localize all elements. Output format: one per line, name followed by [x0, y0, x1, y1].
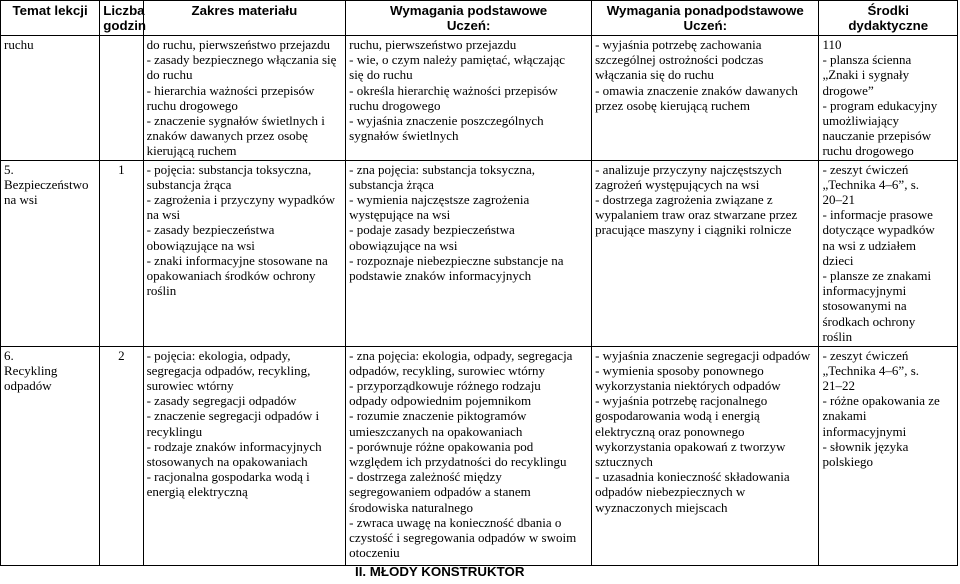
text-line: - plansze ze znakami	[822, 268, 932, 284]
text-line: obowiązujące na wsi	[146, 237, 255, 253]
text-line: - określa hierarchię ważności przepisów	[349, 82, 558, 98]
text-line: substancja żrąca	[146, 176, 232, 192]
text-line: na wsi	[4, 192, 38, 208]
text-line: szczególnej ostrożności podczas	[595, 52, 764, 68]
cell-resources	[819, 36, 958, 161]
text-line: - zna pojęcia: substancja toksyczna,	[349, 161, 536, 177]
text-line: względem ich przydatności do recyklingu	[349, 454, 567, 470]
text-line: kierującą ruchem	[146, 143, 237, 159]
text-line: informacyjnymi	[822, 423, 907, 439]
text-line: znaków dawanych przez osobę	[146, 128, 308, 144]
text-line: - wyjaśnia znaczenie poszczególnych	[349, 113, 544, 129]
cell-hours	[100, 36, 143, 161]
cell-resources	[819, 346, 958, 565]
text-line: odpadów niebezpiecznych w	[595, 484, 746, 500]
text-line: - wyjaśnia znaczenie segregacji odpadów	[595, 347, 811, 363]
cell-topic	[1, 36, 100, 161]
cell-extended-requirements	[592, 160, 819, 346]
text-line: - zna pojęcia: ekologia, odpady, segregacja	[349, 347, 573, 363]
cell-extended-requirements	[592, 346, 819, 565]
table-row	[1, 160, 958, 346]
text-line: - wymienia najczęstsze zagrożenia	[349, 192, 530, 208]
text-line: elektryczną oraz ponownego	[595, 423, 745, 439]
text-line: Wymagania ponadpodstawowe	[606, 3, 804, 18]
header-basic-requirements	[346, 1, 592, 36]
text-line: Uczeń:	[683, 18, 728, 33]
text-line: znakami	[822, 408, 867, 424]
header-extended-requirements	[592, 1, 819, 36]
table-row	[1, 346, 958, 565]
text-line: - znaki informacyjne stosowane na	[146, 252, 328, 268]
text-line: drogowe”	[822, 82, 874, 98]
text-line: odpadów, recykling, surowiec wtórny	[349, 362, 546, 378]
cell-basic-requirements	[346, 160, 592, 346]
text-line: - program edukacyjny	[822, 97, 938, 113]
text-line: - zasady bezpiecznego włączania się	[146, 52, 337, 68]
cell-extended-requirements	[592, 36, 819, 161]
cell-scope	[143, 160, 346, 346]
text-line: środkach ochrony	[822, 313, 916, 329]
text-line: otoczeniu	[349, 545, 400, 561]
cell-topic	[1, 346, 100, 565]
text-line: ruchu drogowego	[146, 97, 238, 113]
text-line: występujące na wsi	[349, 207, 451, 223]
header-resources	[819, 1, 958, 36]
text-line: segregacja odpadów, recykling,	[146, 362, 311, 378]
text-line: Środki	[867, 3, 909, 18]
cell-resources	[819, 160, 958, 346]
text-line: pracujące maszyny i ciągniki rolnicze	[595, 222, 792, 238]
text-line: dydaktyczne	[848, 18, 929, 33]
text-line: umieszczanych na opakowaniach	[349, 423, 523, 439]
text-line: sztucznych	[595, 454, 653, 470]
text-line: „Technika 4–6”, s.	[822, 176, 920, 192]
text-line: „Technika 4–6”, s.	[822, 362, 920, 378]
text-line: segregowaniem odpadów a stanem	[349, 484, 531, 500]
text-line: 5.	[4, 161, 14, 177]
text-line: podstawie znaków informacyjnych	[349, 268, 532, 284]
text-line: - zwraca uwagę na konieczność dbania o	[349, 514, 562, 530]
text-line: na wsi	[146, 207, 181, 223]
text-line: ruchu, pierwszeństwo przejazdu	[349, 37, 517, 52]
text-line: obowiązujące na wsi	[349, 237, 458, 253]
text-line: - podaje zasady bezpieczeństwa	[349, 222, 515, 238]
text-line: - wyjaśnia potrzebę racjonalnego	[595, 393, 768, 409]
text-line: przez osobę kierującą ruchem	[595, 97, 750, 113]
text-line: umożliwiający	[822, 113, 899, 129]
text-line: - analizuje przyczyny najczęstszych	[595, 161, 782, 177]
text-line: dzieci	[822, 252, 854, 268]
text-line: wykorzystania opakowań z tworzyw	[595, 438, 786, 454]
text-line: - wymienia sposoby ponownego	[595, 362, 764, 378]
text-line: Temat lekcji	[12, 3, 88, 18]
header-topic	[1, 1, 100, 36]
text-line: włączania się do ruchu	[595, 67, 714, 83]
text-line: się do ruchu	[349, 67, 413, 83]
text-line: ruchu drogowego	[822, 143, 914, 159]
text-line: środowiska naturalnego	[349, 499, 473, 515]
text-line: - znaczenie segregacji odpadów i	[146, 408, 320, 424]
cell-scope	[143, 36, 346, 161]
text-line: energią elektryczną	[146, 484, 248, 500]
text-line: zagrożeń występujących na wsi	[595, 176, 760, 192]
text-line: Zakres materiału	[191, 3, 298, 18]
text-line: - dostrzega zależność między	[349, 469, 502, 485]
text-line: dotyczące wypadków	[822, 222, 935, 238]
text-line: Bezpieczeństwo	[4, 176, 89, 192]
text-line: nauczanie przepisów	[822, 128, 932, 144]
text-line: - uzasadnia konieczność składowania	[595, 469, 790, 485]
text-line: gospodarowania wodą i energią	[595, 408, 760, 424]
text-line: wykorzystania niektórych odpadów	[595, 378, 781, 394]
header-scope	[143, 1, 346, 36]
text-line: - zeszyt ćwiczeń	[822, 347, 909, 363]
text-line: - wyjaśnia potrzebę zachowania	[595, 37, 762, 52]
header-hours	[100, 1, 147, 36]
text-line: - różne opakowania ze	[822, 393, 940, 409]
text-line: - porównuje różne opakowania pod	[349, 438, 534, 454]
text-line: odpady odpowiednim pojemnikom	[349, 393, 532, 409]
text-line: - zagrożenia i przyczyny wypadków	[146, 192, 336, 208]
text-line: ruchu drogowego	[349, 97, 441, 113]
text-line: - pojęcia: ekologia, odpady,	[146, 347, 291, 363]
text-line: - racjonalna gospodarka wodą i	[146, 469, 310, 485]
text-line: - rodzaje znaków informacyjnych	[146, 438, 322, 454]
cell-hours: 2	[100, 346, 143, 565]
text-line: Liczba	[103, 3, 145, 18]
text-line: - omawia znaczenie znaków dawanych	[595, 82, 798, 98]
table-row	[1, 36, 958, 161]
table-header-row	[1, 1, 958, 36]
text-line: - słownik języka	[822, 438, 909, 454]
text-line: recyklingu	[146, 423, 203, 439]
text-line: wyznaczonych miejscach	[595, 499, 728, 515]
text-line: na wsi z udziałem	[822, 237, 916, 253]
text-line: „Znaki i sygnały	[822, 67, 910, 83]
section-footer	[0, 562, 958, 584]
text-line: opakowaniach środków ochrony	[146, 268, 316, 284]
text-line: 20–21	[822, 192, 855, 208]
text-line: roślin	[822, 328, 853, 344]
cell-scope	[143, 346, 346, 565]
text-line: do ruchu, pierwszeństwo przejazdu	[146, 37, 330, 52]
text-line: surowiec wtórny	[146, 378, 234, 394]
text-line: stosowanymi na	[822, 298, 907, 314]
text-line: Recykling	[4, 362, 58, 378]
text-line: 21–22	[822, 378, 855, 394]
text-line: - zeszyt ćwiczeń	[822, 161, 909, 177]
text-line: substancja żrąca	[349, 176, 434, 192]
text-line: Wymagania podstawowe	[390, 3, 548, 18]
text-line: - hierarchia ważności przepisów	[146, 82, 315, 98]
section-title: II. MŁODY KONSTRUKTOR	[355, 564, 525, 579]
text-line: stosowanych na opakowaniach	[146, 454, 308, 470]
text-line: - przyporządkowuje różnego rodzaju	[349, 378, 541, 394]
text-line: - znaczenie sygnałów świetlnych i	[146, 113, 325, 129]
text-line: do ruchu	[146, 67, 193, 83]
text-line: odpadów	[4, 378, 52, 394]
text-line: 6.	[4, 347, 14, 363]
cell-topic	[1, 160, 100, 346]
text-line: - informacje prasowe	[822, 207, 933, 223]
text-line: Uczeń:	[446, 18, 491, 33]
text-line: wypalaniem traw oraz stwarzane przez	[595, 207, 798, 223]
text-line: informacyjnymi	[822, 283, 907, 299]
text-line: ruchu	[4, 37, 34, 52]
text-line: sygnałów świetlnych	[349, 128, 459, 144]
text-line: 110	[822, 37, 842, 52]
text-line: - zasady bezpieczeństwa	[146, 222, 275, 238]
text-line: czystość i segregowania odpadów w swoim	[349, 530, 577, 546]
cell-basic-requirements	[346, 346, 592, 565]
text-line: - zasady segregacji odpadów	[146, 393, 297, 409]
cell-basic-requirements	[346, 36, 592, 161]
text-line: - dostrzega zagrożenia związane z	[595, 192, 773, 208]
text-line: - rozumie znaczenie piktogramów	[349, 408, 527, 424]
text-line: - wie, o czym należy pamiętać, włączając	[349, 52, 565, 68]
text-line: roślin	[146, 283, 177, 299]
text-line: - pojęcia: substancja toksyczna,	[146, 161, 312, 177]
cell-hours: 1	[100, 160, 143, 346]
text-line: - plansza ścienna	[822, 52, 912, 68]
text-line: godzin	[103, 18, 147, 33]
text-line: - rozpoznaje niebezpieczne substancje na	[349, 252, 564, 268]
text-line: polskiego	[822, 454, 874, 470]
